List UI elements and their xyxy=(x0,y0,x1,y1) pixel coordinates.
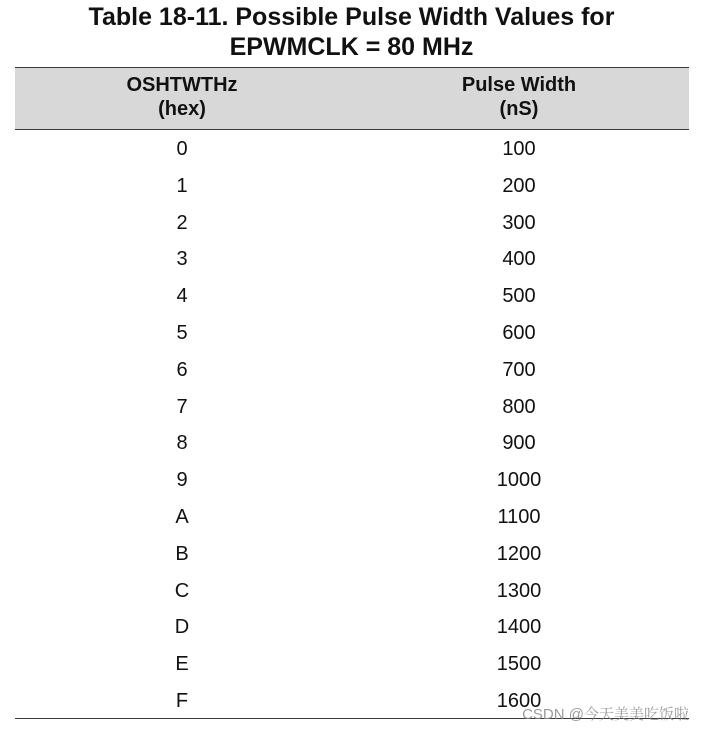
pulse-width-cell: 400 xyxy=(502,248,536,271)
oshtwthz-cell: 4 xyxy=(176,285,188,308)
table-row xyxy=(15,321,689,358)
table-title-line-1: Table 18-11. Possible Pulse Width Values for xyxy=(88,3,615,31)
oshtwthz-cell: 9 xyxy=(176,469,188,492)
table-row xyxy=(15,505,689,542)
table-row xyxy=(15,542,689,579)
oshtwthz-cell: E xyxy=(175,653,189,676)
pulse-width-cell: 1500 xyxy=(496,653,542,676)
pulse-width-cell: 1300 xyxy=(496,579,542,602)
oshtwthz-cell: 3 xyxy=(176,248,188,271)
header-pulse-width-label: Pulse Width xyxy=(461,74,577,96)
pulse-width-cell: 1200 xyxy=(496,542,542,565)
table-row xyxy=(15,137,689,174)
oshtwthz-cell: 8 xyxy=(176,432,188,455)
oshtwthz-cell: 7 xyxy=(176,395,188,418)
table-row xyxy=(15,211,689,248)
table-row xyxy=(15,358,689,395)
header-pulse-width-unit: (nS) xyxy=(499,98,539,120)
pulse-width-cell: 1400 xyxy=(496,616,542,639)
oshtwthz-cell: B xyxy=(175,542,189,565)
header-pulse-width xyxy=(369,73,669,121)
table-row xyxy=(15,284,689,321)
oshtwthz-cell: 5 xyxy=(176,321,188,344)
pulse-width-cell: 800 xyxy=(502,395,536,418)
table-title xyxy=(0,2,703,62)
oshtwthz-cell: F xyxy=(175,689,189,712)
pulse-width-cell: 300 xyxy=(502,211,536,234)
pulse-width-cell: 200 xyxy=(502,174,536,197)
table-row xyxy=(15,579,689,616)
pulse-width-cell: 100 xyxy=(502,138,536,160)
pulse-width-cell: 1600 xyxy=(496,689,542,712)
table-body xyxy=(15,137,689,726)
oshtwthz-cell: C xyxy=(174,579,190,602)
oshtwthz-cell: D xyxy=(174,616,190,639)
table-row xyxy=(15,468,689,505)
table-row xyxy=(15,652,689,689)
header-oshtwthz-unit: (hex) xyxy=(158,98,206,120)
table-row xyxy=(15,174,689,211)
table-row xyxy=(15,615,689,652)
table-header xyxy=(15,67,689,130)
pulse-width-cell: 900 xyxy=(502,432,536,455)
header-oshtwthz xyxy=(32,73,332,121)
table-row xyxy=(15,395,689,432)
pulse-width-cell: 500 xyxy=(502,285,536,308)
table-row xyxy=(15,247,689,284)
pulse-width-cell: 1100 xyxy=(497,505,541,528)
table-row xyxy=(15,431,689,468)
table-title-line-2: EPWMCLK = 80 MHz xyxy=(229,33,474,61)
pulse-width-table xyxy=(15,67,689,712)
pulse-width-cell: 600 xyxy=(502,321,536,344)
oshtwthz-cell: 6 xyxy=(176,358,188,381)
oshtwthz-cell: 2 xyxy=(176,211,188,234)
csdn-watermark: CSDN @今天美美吃饭啦 xyxy=(522,706,689,723)
header-oshtwthz-label: OSHTWTHz xyxy=(126,74,238,96)
oshtwthz-cell: A xyxy=(175,505,189,528)
pulse-width-cell: 1000 xyxy=(496,469,542,492)
pulse-width-cell: 700 xyxy=(502,358,536,381)
oshtwthz-cell: 1 xyxy=(176,174,188,197)
oshtwthz-cell: 0 xyxy=(176,138,188,160)
